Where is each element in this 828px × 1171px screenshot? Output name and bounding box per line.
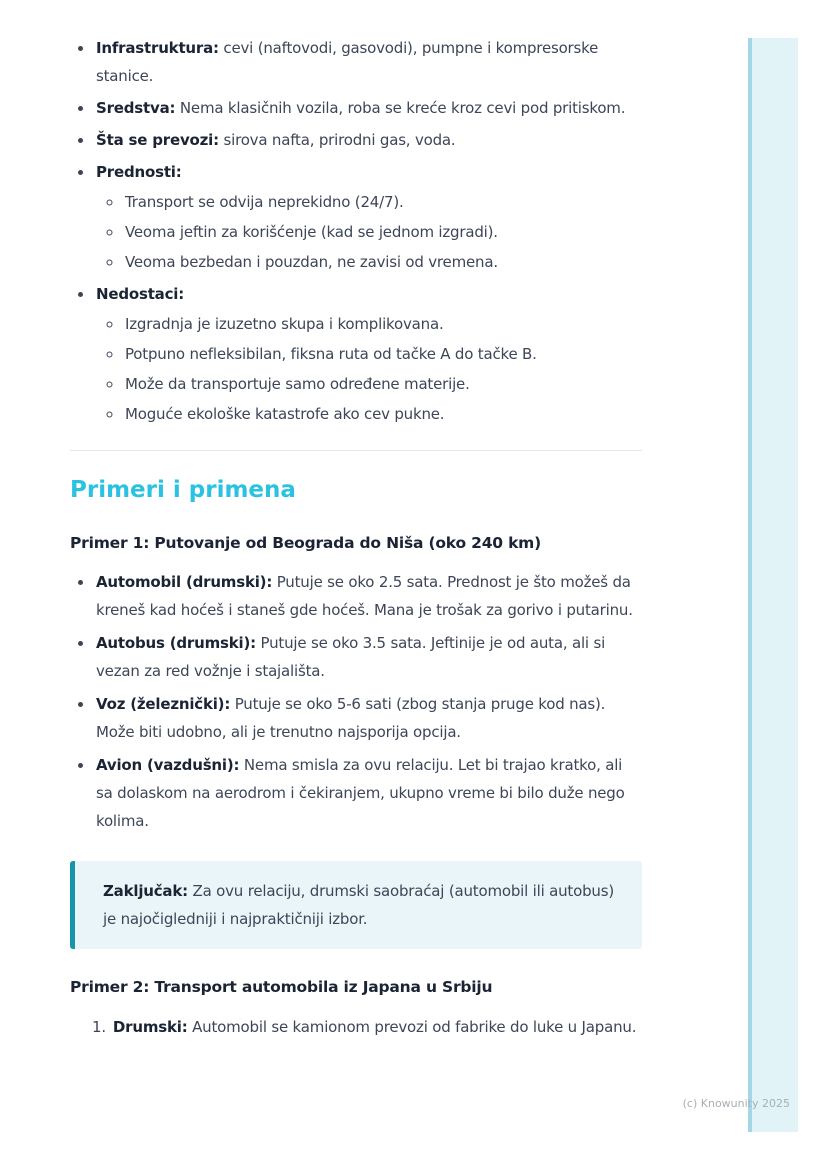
example1-list (70, 568, 642, 835)
section-heading: Primeri i primena (70, 477, 296, 503)
callout-label: Zaključak: (103, 882, 188, 900)
sub-item: ◦ Veoma bezbedan i pouzdan, ne zavisi od vremena. (123, 248, 642, 276)
list-item-sredstva (94, 94, 642, 122)
callout-text (103, 877, 614, 933)
list-item-nedostaci (94, 280, 642, 428)
sub-item: ◦ Moguće ekološke katastrofe ako cev pukne. (123, 400, 642, 428)
list-item-automobil (94, 568, 642, 624)
sub-item: ◦ Veoma jeftin za korišćenje (kad se jednom izgradi). (123, 218, 642, 246)
item-label: Šta se prevozi: (96, 131, 219, 149)
sub-item: ◦ Potpuno nefleksibilan, fiksna ruta od tačke A do tačke B. (123, 340, 642, 368)
list-item-prednosti (94, 158, 642, 276)
item-label: Sredstva: (96, 99, 176, 117)
item-text: cevi (naftovodi, gasovodi), pumpne i kompresorske stanice. (96, 39, 599, 85)
item-label: Infrastruktura: (96, 39, 219, 57)
example2-list (70, 1013, 642, 1041)
list-item-avion (94, 751, 642, 835)
list-item-autobus (94, 629, 642, 685)
item-text: Nema klasičnih vozila, roba se kreće kroz cevi pod pritiskom. (179, 99, 626, 117)
conclusion-callout (70, 861, 642, 949)
sub-item: ◦ Transport se odvija neprekidno (24/7). (123, 188, 642, 216)
list-item-voz (94, 690, 642, 746)
item-text: Putuje se oko 5-6 sati (zbog stanja pruge kod nas). Može biti udobno, ali je trenutno najsporija opcija. (96, 695, 606, 741)
section-divider (70, 450, 642, 451)
item-label: Drumski: (112, 1018, 188, 1036)
list-item-sta-se-prevozi (94, 126, 642, 154)
nedostaci-sublist (96, 310, 642, 428)
item-text: sirova nafta, prirodni gas, voda. (223, 131, 456, 149)
item-label: Avion (vazdušni): (96, 756, 240, 774)
item-text: Nema smisla za ovu relaciju. Let bi trajao kratko, ali sa dolaskom na aerodrom i čekiranjem, ukupno vreme bi bilo duže nego kolima. (96, 756, 625, 830)
item-number: 1. (92, 1018, 106, 1036)
scrollbar-track[interactable] (748, 38, 798, 1132)
item-label: Autobus (drumski): (96, 634, 256, 652)
copyright-notice: (c) Knowunity 2025 (682, 1097, 790, 1110)
item-label: Prednosti: (96, 163, 182, 181)
item-label: Nedostaci: (96, 285, 185, 303)
prednosti-sublist (96, 188, 642, 276)
list-item-infrastruktura (94, 34, 642, 90)
example2-title: Primer 2: Transport automobila iz Japana u Srbiju (70, 978, 493, 996)
example1-title: Primer 1: Putovanje od Beograda do Niša (oko 240 km) (70, 534, 542, 552)
item-label: Automobil (drumski): (96, 573, 273, 591)
sub-item: ◦ Izgradnja je izuzetno skupa i komplikovana. (123, 310, 642, 338)
item-body (113, 1013, 642, 1041)
item-label: Voz (železnički): (96, 695, 231, 713)
callout-body: Za ovu relaciju, drumski saobraćaj (automobil ili autobus) je najočigledniji i najpraktičniji izbor. (103, 882, 614, 928)
item-text: Putuje se oko 2.5 sata. Prednost je što možeš da kreneš kad hoćeš i staneš gde hoćeš. Mana je trošak za gorivo i putarinu. (96, 573, 633, 619)
sub-item: ◦ Može da transportuje samo određene materije. (123, 370, 642, 398)
list-item-drumski (92, 1013, 642, 1041)
page-content (70, 34, 642, 1041)
pipeline-properties-list (70, 34, 642, 428)
item-text: Putuje se oko 3.5 sata. Jeftinije je od auta, ali si vezan za red vožnje i stajališta. (96, 634, 606, 680)
item-text: Automobil se kamionom prevozi od fabrike do luke u Japanu. (192, 1018, 637, 1036)
